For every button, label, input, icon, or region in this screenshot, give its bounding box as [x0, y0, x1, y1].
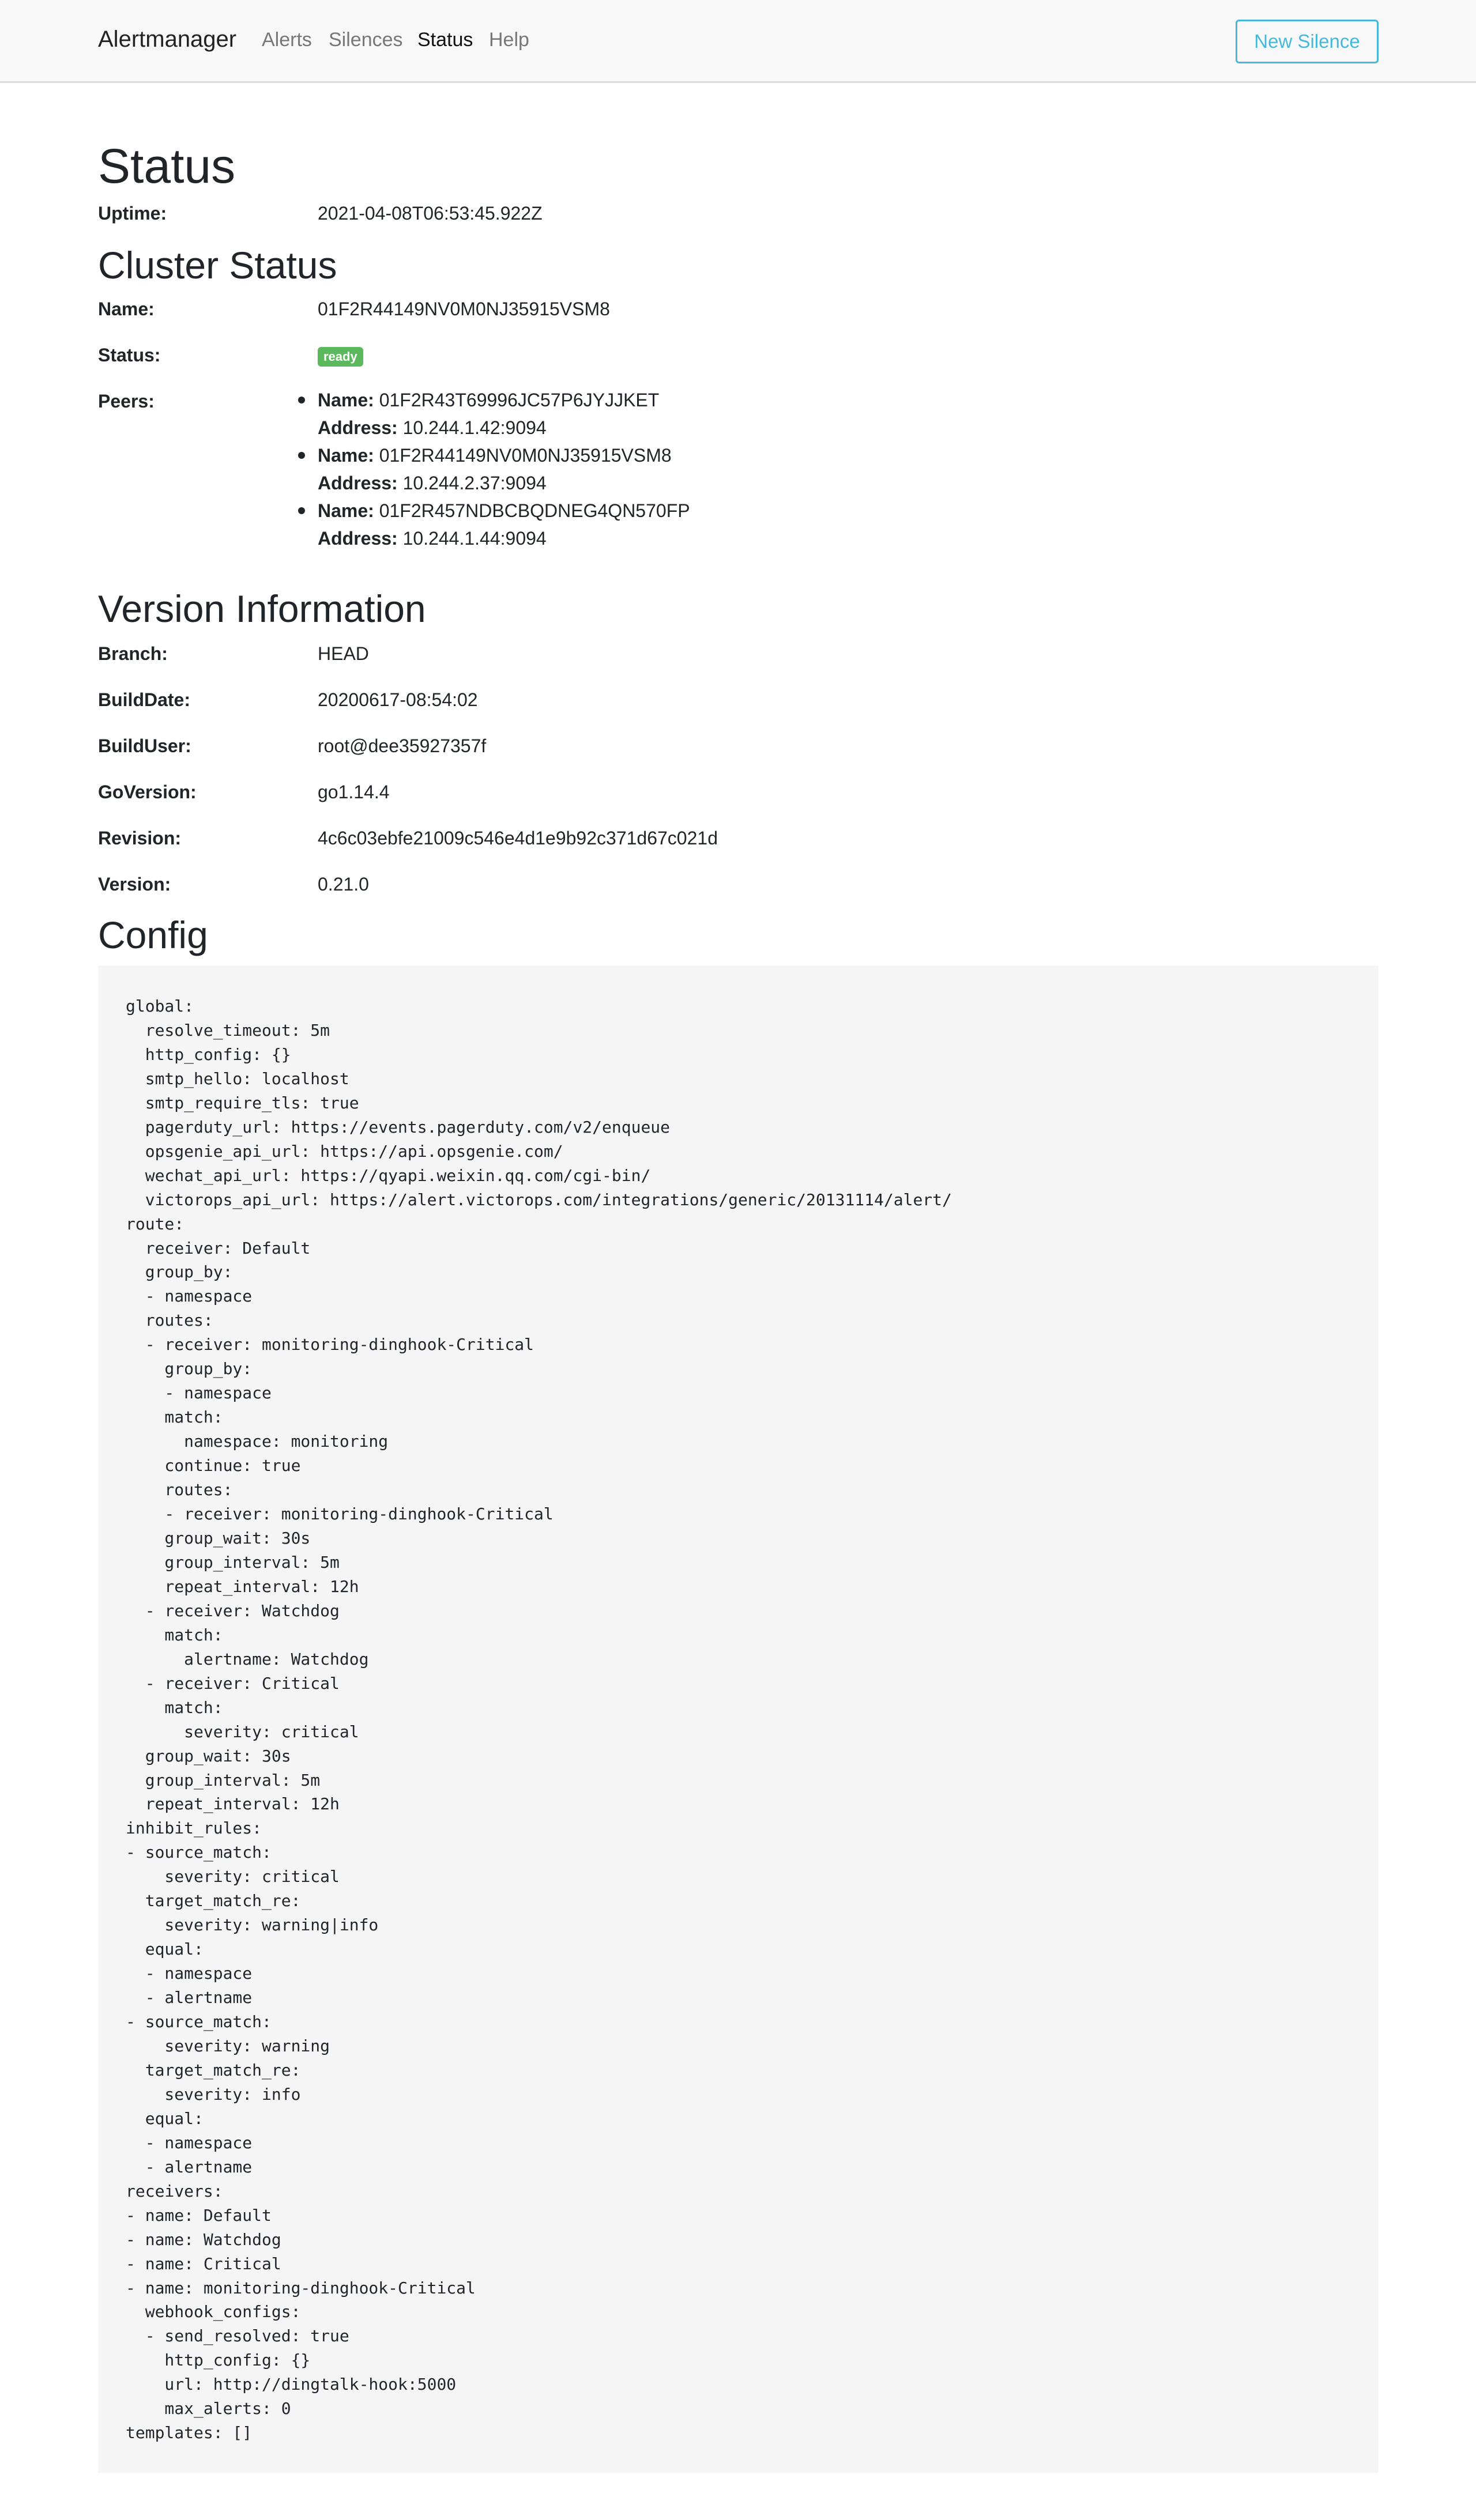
- nav-alerts[interactable]: Alerts: [262, 29, 312, 51]
- peer-address-label: Address:: [318, 528, 398, 549]
- config-heading: Config: [98, 914, 208, 956]
- uptime-label: Uptime:: [98, 203, 167, 224]
- peer-name-value: 01F2R44149NV0M0NJ35915VSM8: [379, 445, 672, 466]
- page-title: Status: [98, 139, 236, 193]
- cluster-name-label: Name:: [98, 299, 155, 319]
- version-info-heading: Version Information: [98, 587, 426, 630]
- build-date-value: 20200617-08:54:02: [318, 689, 478, 710]
- peer-address-line: [318, 469, 690, 497]
- peer-address-label: Address:: [318, 473, 398, 493]
- build-user-value: root@dee35927357f: [318, 735, 487, 756]
- brand-link[interactable]: Alertmanager: [98, 27, 237, 52]
- nav-status[interactable]: Status: [417, 29, 473, 51]
- peer-item: [318, 386, 690, 442]
- version-value: 0.21.0: [318, 874, 369, 895]
- peer-address-value: 10.244.2.37:9094: [402, 473, 547, 493]
- peer-name-label: Name:: [318, 390, 374, 410]
- cluster-name-value: 01F2R44149NV0M0NJ35915VSM8: [318, 299, 610, 319]
- revision-value: 4c6c03ebfe21009c546e4d1e9b92c371d67c021d: [318, 828, 718, 848]
- peer-item: [318, 442, 690, 497]
- peer-name-value: 01F2R43T69996JC57P6JYJJKET: [379, 390, 660, 410]
- cluster-status-label: Status:: [98, 345, 161, 365]
- top-navbar: [0, 0, 1476, 83]
- peer-name-line: [318, 386, 690, 414]
- status-badge: ready: [318, 347, 363, 367]
- peer-name-label: Name:: [318, 445, 374, 466]
- peer-address-value: 10.244.1.44:9094: [402, 528, 547, 549]
- revision-label: Revision:: [98, 828, 182, 848]
- go-version-label: GoVersion:: [98, 782, 197, 802]
- peer-name-label: Name:: [318, 500, 374, 521]
- branch-value: HEAD: [318, 643, 369, 664]
- peer-address-label: Address:: [318, 417, 398, 438]
- version-label: Version:: [98, 874, 171, 895]
- peer-item: [318, 497, 690, 552]
- config-code-block: global: resolve_timeout: 5m http_config: {} smtp_hello: localhost smtp_require_tls: true pagerduty_url: https://events.pagerduty.com/v2/enqueue opsgenie_api_url: https://api.opsgenie.com/ wechat_api_url: https://qyapi.weixin.qq.com/cgi-bin/ victorops_api_url: https://alert.victorops.com/integrations/generic/20131114/alert/ route: receiver: Default group_by: - namespace routes: - receiver: monitoring-dinghook-Critical group_by: - namespace match: namespace: monitoring continue: true routes: - receiver: monitoring-dinghook-Critical group_wait: 30s group_interval: 5m repeat_interval: 12h - receiver: Watchdog match: alertname: Watchdog - receiver: Critical match: severity: critical group_wait: 30s group_interval: 5m repeat_interval: 12h inhibit_rules: - source_match: severity: critical target_match_re: severity: warning|info equal: - namespace - alertname - source_match: severity: warning target_match_re: severity: info equal: - namespace - alertname receivers: - name: Default - name: Watchdog - name: Critical - name: monitoring-dinghook-Critical webhook_configs: - send_resolved: true http_config: {} url: http://dingtalk-hook:5000 max_alerts: 0 templates: []: [98, 965, 1379, 2473]
- peer-address-line: [318, 414, 690, 442]
- cluster-status-heading: Cluster Status: [98, 244, 337, 286]
- nav-silences[interactable]: Silences: [329, 29, 403, 51]
- peer-address-value: 10.244.1.42:9094: [402, 417, 547, 438]
- peer-address-line: [318, 525, 690, 552]
- uptime-value: 2021-04-08T06:53:45.922Z: [318, 203, 543, 224]
- build-date-label: BuildDate:: [98, 689, 190, 710]
- peer-name-line: [318, 442, 690, 469]
- peers-label: Peers:: [98, 391, 155, 412]
- go-version-value: go1.14.4: [318, 782, 390, 802]
- peer-name-line: [318, 497, 690, 525]
- branch-label: Branch:: [98, 643, 168, 664]
- peers-list: [318, 386, 690, 552]
- build-user-label: BuildUser:: [98, 735, 191, 756]
- nav-help[interactable]: Help: [489, 29, 529, 51]
- new-silence-button[interactable]: New Silence: [1236, 20, 1379, 63]
- peer-name-value: 01F2R457NDBCBQDNEG4QN570FP: [379, 500, 690, 521]
